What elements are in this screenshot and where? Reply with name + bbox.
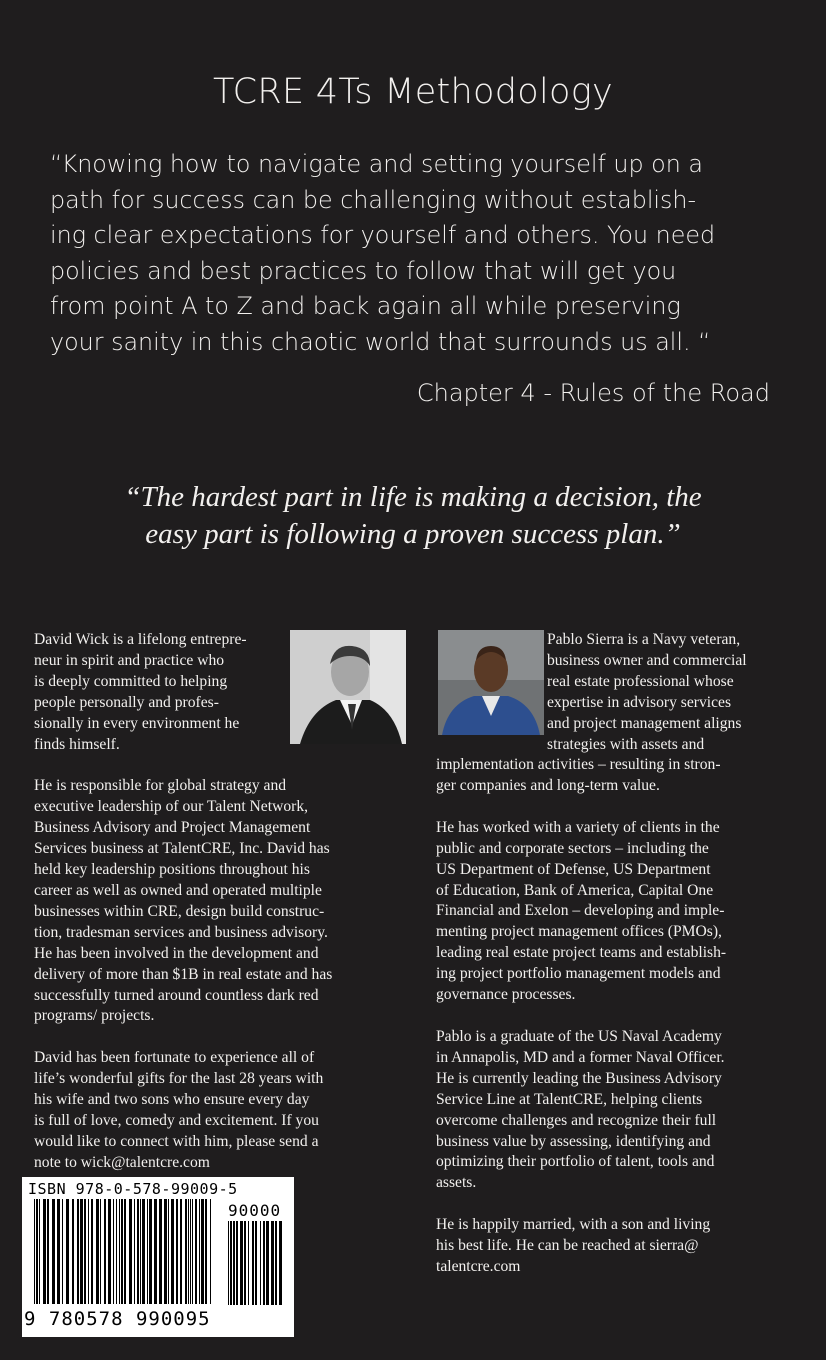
bio-paragraph <box>34 1048 332 1173</box>
bio-line: and project management aligns <box>547 714 742 732</box>
barcode-bar <box>159 1199 162 1304</box>
quote-line: policies and best practices to follow that will get you <box>50 256 677 285</box>
barcode-bar <box>192 1199 193 1304</box>
barcode-bar <box>154 1199 157 1304</box>
barcode-bar <box>195 1199 197 1304</box>
barcode-bar <box>66 1199 69 1304</box>
bio-line: talentcre.com <box>436 1258 521 1276</box>
barcode-number: 9 780578 990095 <box>24 1308 211 1330</box>
bio-line: He has been involved in the development and <box>34 944 319 962</box>
barcode-bar <box>39 1199 40 1304</box>
bio-line: is deeply committed to helping <box>34 672 228 690</box>
bio-line: finds himself. <box>34 735 120 753</box>
pablo-sierra-bio-continued <box>436 755 726 1278</box>
barcode-bar <box>129 1199 132 1304</box>
bio-paragraph <box>547 630 747 755</box>
bio-line: neur in spirit and practice who <box>34 651 225 669</box>
quote-line: ing clear expectations for yourself and others. You need <box>50 221 716 249</box>
bio-line: Business Advisory and Project Management <box>34 819 311 837</box>
pablo-sierra-photo <box>438 630 544 735</box>
barcode-bar <box>210 1199 211 1304</box>
italic-quote-line: “The hardest part in life is making a decision, the <box>124 481 702 513</box>
barcode-bar <box>168 1199 169 1304</box>
bio-line: David Wick is a lifelong entrepre- <box>34 631 247 648</box>
bio-line: real estate professional whose <box>547 672 734 690</box>
barcode-bar <box>240 1221 243 1305</box>
barcode-bar <box>137 1199 139 1304</box>
barcode-bar <box>140 1199 141 1304</box>
isbn-barcode <box>22 1177 294 1337</box>
bio-line: Services business at TalentCRE, Inc. David has <box>34 840 330 858</box>
quote-line: your sanity in this chaotic world that surrounds us all. “ <box>50 327 711 356</box>
bio-line: in Annapolis, MD and a former Naval Officer. <box>436 1048 725 1066</box>
price-barcode-bars <box>228 1221 286 1305</box>
barcode-bar <box>190 1199 191 1304</box>
success-quote <box>0 479 826 553</box>
bio-line: business value by assessing, identifying and <box>436 1132 711 1150</box>
bio-line: US Department of Defense, US Department <box>436 860 711 878</box>
bio-line: tion, tradesman services and business advisory. <box>34 923 328 941</box>
barcode-bar <box>142 1199 145 1304</box>
pablo-sierra-bio <box>547 630 747 755</box>
barcode-bar <box>263 1221 265 1305</box>
barcode-bar <box>52 1199 55 1304</box>
bio-paragraph <box>436 1215 726 1278</box>
bio-line: programs/ projects. <box>34 1007 155 1025</box>
bio-line: his best life. He can be reached at sierra@ <box>436 1237 699 1255</box>
barcode-bar <box>88 1199 89 1304</box>
barcode-bar <box>199 1199 200 1304</box>
barcode-bar <box>260 1221 261 1305</box>
bio-line: strategies with assets and <box>547 735 705 753</box>
bio-line: He is happily married, with a son and living <box>436 1216 711 1234</box>
bio-line: businesses within CRE, design build construc- <box>34 902 325 920</box>
barcode-bar <box>271 1221 274 1305</box>
barcode-bar <box>149 1199 152 1304</box>
barcode-bar <box>188 1199 189 1304</box>
bio-line: ger companies and long-term value. <box>436 776 660 794</box>
bio-line: of Education, Bank of America, Capital One <box>436 881 714 899</box>
barcode-bar <box>84 1199 86 1304</box>
barcode-bar <box>236 1221 238 1305</box>
barcode-bar <box>147 1199 148 1304</box>
barcode-bar <box>36 1199 38 1304</box>
bio-paragraph <box>436 1027 726 1194</box>
chapter-attribution: Chapter 4 - Rules of the Road <box>416 379 770 407</box>
barcode-bar <box>228 1221 229 1305</box>
barcode-bar <box>116 1199 117 1304</box>
barcode-bar <box>121 1199 123 1304</box>
barcode-bar <box>171 1199 174 1304</box>
barcode-bar <box>233 1221 235 1305</box>
barcode-bar <box>119 1199 120 1304</box>
barcode-bar <box>266 1221 269 1305</box>
bio-line: delivery of more than $1B in real estate and has <box>34 965 333 983</box>
bio-paragraph <box>34 630 332 755</box>
bio-line: David has been fortunate to experience all of <box>34 1049 315 1067</box>
bio-line: life’s wonderful gifts for the last 28 years with <box>34 1070 324 1088</box>
bio-line: implementation activities – resulting in stron- <box>436 756 721 773</box>
barcode-bar <box>100 1199 101 1304</box>
bio-line: He is currently leading the Business Advisory <box>436 1069 722 1087</box>
italic-quote-line: easy part is following a proven success plan.” <box>145 518 681 550</box>
price-code: 90000 <box>228 1201 282 1220</box>
bio-line: public and corporate sectors – including the <box>436 839 709 857</box>
barcode-bar <box>279 1221 282 1305</box>
bio-line: Pablo is a graduate of the US Naval Academy <box>436 1027 722 1045</box>
bio-line: executive leadership of our Talent Network, <box>34 798 309 816</box>
bio-line: expertise in advisory services <box>547 693 732 711</box>
barcode-bar <box>43 1199 46 1304</box>
bio-paragraph <box>34 776 332 1027</box>
bio-line: He has worked with a variety of clients in the <box>436 818 720 836</box>
barcode-bar <box>176 1199 178 1304</box>
bio-line: overcome challenges and recognize their full <box>436 1111 717 1129</box>
barcode-bar <box>91 1199 93 1304</box>
bio-line: would like to connect with him, please send a <box>34 1132 319 1150</box>
quote-line: path for success can be challenging without establish- <box>50 185 697 214</box>
barcode-bar <box>77 1199 79 1304</box>
barcode-bar <box>252 1221 254 1305</box>
bio-line: Service Line at TalentCRE, helping clients <box>436 1090 703 1108</box>
barcode-bar <box>205 1199 207 1304</box>
david-wick-bio <box>34 630 332 1174</box>
barcode-bar <box>104 1199 106 1304</box>
bio-line: menting project management offices (PMOs), <box>436 923 722 941</box>
barcode-bar <box>34 1199 35 1304</box>
barcode-bar <box>124 1199 126 1304</box>
barcode-bar <box>72 1199 74 1304</box>
barcode-bar <box>62 1199 63 1304</box>
barcode-bar <box>96 1199 99 1304</box>
bio-line: people personally and profes- <box>34 693 219 711</box>
bio-line: held key leadership positions throughout his <box>34 861 310 879</box>
bio-line: Financial and Exelon – developing and imple- <box>436 902 725 920</box>
bio-line: assets. <box>436 1174 477 1192</box>
quote-line: “Knowing how to navigate and setting yourself up on a <box>50 150 703 178</box>
bio-line: career as well as owned and operated multiple <box>34 881 322 899</box>
barcode-bars <box>34 1199 214 1304</box>
barcode-bar <box>180 1199 182 1304</box>
barcode-bar <box>47 1199 49 1304</box>
bio-line: optimizing their portfolio of talent, tools and <box>436 1153 715 1171</box>
bio-line: He is responsible for global strategy and <box>34 777 287 795</box>
bio-line: his wife and two sons who ensure every day <box>34 1091 310 1109</box>
barcode-bar <box>185 1199 187 1304</box>
bio-line: ing project portfolio management models and <box>436 965 721 983</box>
bio-paragraph <box>436 755 726 797</box>
bio-line: leading real estate project teams and establish- <box>436 944 727 962</box>
bio-line: governance processes. <box>436 986 576 1004</box>
barcode-bar <box>201 1199 204 1304</box>
barcode-bar <box>57 1199 60 1304</box>
quote-line: from point A to Z and back again all while preserving <box>50 292 681 320</box>
barcode-bar <box>244 1221 246 1305</box>
barcode-bar <box>255 1221 257 1305</box>
bio-line: Pablo Sierra is a Navy veteran, <box>547 631 741 648</box>
barcode-bar <box>134 1199 135 1304</box>
bio-line: note to wick@talentcre.com <box>34 1153 210 1171</box>
barcode-bar <box>113 1199 114 1304</box>
barcode-bar <box>248 1221 249 1305</box>
barcode-bar <box>164 1199 167 1304</box>
cover-title: TCRE 4Ts Methodology <box>212 72 614 112</box>
bio-line: successfully turned around countless dark red <box>34 986 319 1004</box>
bio-paragraph <box>436 818 726 1006</box>
bio-line: is full of love, comedy and excitement. If you <box>34 1112 319 1130</box>
barcode-bar <box>108 1199 111 1304</box>
bio-line: sionally in every environment he <box>34 714 240 732</box>
barcode-bar <box>275 1221 277 1305</box>
bio-line: business owner and commercial <box>547 651 747 669</box>
barcode-bar <box>80 1199 83 1304</box>
isbn-label: ISBN 978-0-578-99009-5 <box>28 1180 238 1198</box>
barcode-bar <box>230 1221 232 1305</box>
intro-quote <box>50 147 790 360</box>
